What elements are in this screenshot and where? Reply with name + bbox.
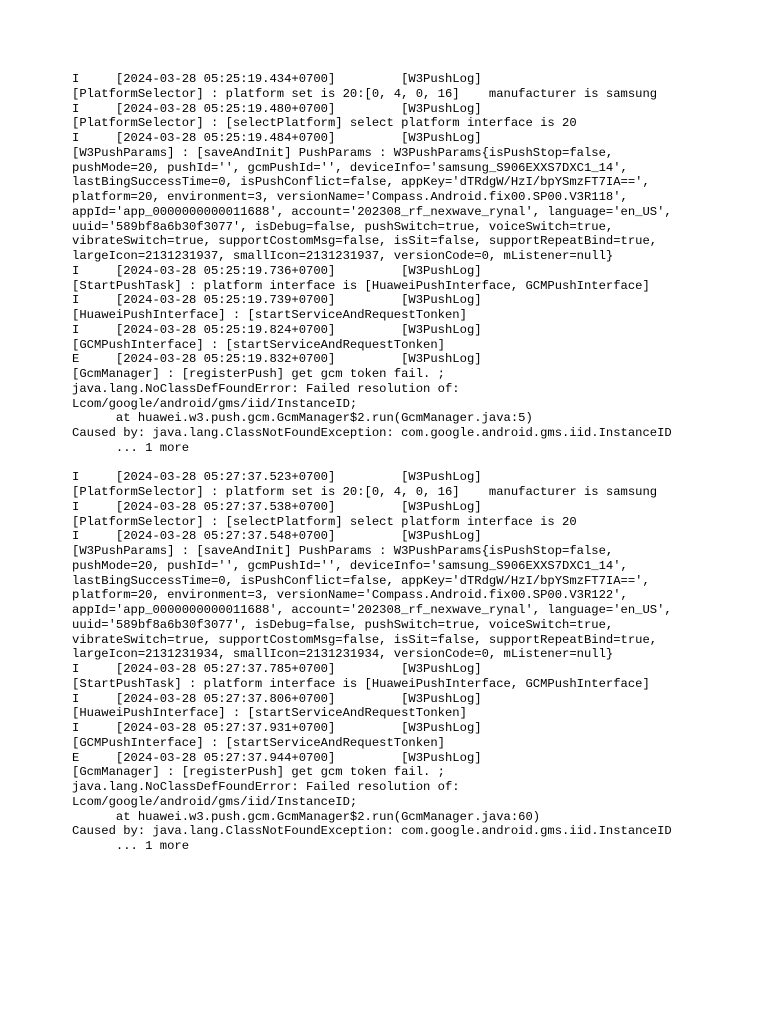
- log-document: [72, 72, 712, 854]
- log-block: I [2024-03-28 05:25:19.434+0700] [W3PushLog] [PlatformSelector] : platform set is 20:[0, 4, 0, 16] manufacturer is samsung I [2024-03-28 05:25:19.480+0700] [W3PushLog] [PlatformSelector] : [selectPlatform] select platform interface is 20 I [2024-03-28 05:25:19.484+0700] [W3PushLog] [W3PushParams] : [saveAndInit] PushParams : W3PushParams{isPushStop=false, pushMode=20, pushId='', gcmPushId='', deviceInfo='samsung_S906EXXS7DXC1_14', lastBingSuccessTime=0, isPushConflict=false, appKey='dTRdgW/HzI/bpYSmzFT7IA==', platform=20, environment=3, versionName='Compass.Android.fix00.SP00.V3R118', appId='app_0000000000011688', account='202308_rf_nexwave_rynal', language='en_US', uuid='589bf8a6b30f3077', isDebug=false, pushSwitch=true, voiceSwitch=true, vibrateSwitch=true, supportCostomMsg=false, isSit=false, supportRepeatBind=true, largeIcon=2131231937, smallIcon=2131231937, versionCode=0, mListener=null} I [2024-03-28 05:25:19.736+0700] [W3PushLog] [StartPushTask] : platform interface is [HuaweiPushInterface, GCMPushInterface] I [2024-03-28 05:25:19.739+0700] [W3PushLog] [HuaweiPushInterface] : [startServiceAndRequestTonken] I [2024-03-28 05:25:19.824+0700] [W3PushLog] [GCMPushInterface] : [startServiceAndRequestTonken] E [2024-03-28 05:25:19.832+0700] [W3PushLog] [GcmManager] : [registerPush] get gcm token fail. ; java.lang.NoClassDefFoundError: Failed resolution of: Lcom/google/android/gms/iid/InstanceID; at huawei.w3.push.gcm.GcmManager$2.run(GcmManager.java:5) Caused by: java.lang.ClassNotFoundException: com.google.android.gms.iid.InstanceID ... 1 more: [72, 72, 672, 455]
- log-block: I [2024-03-28 05:27:37.523+0700] [W3PushLog] [PlatformSelector] : platform set is 20:[0, 4, 0, 16] manufacturer is samsung I [2024-03-28 05:27:37.538+0700] [W3PushLog] [PlatformSelector] : [selectPlatform] select platform interface is 20 I [2024-03-28 05:27:37.548+0700] [W3PushLog] [W3PushParams] : [saveAndInit] PushParams : W3PushParams{isPushStop=false, pushMode=20, pushId='', gcmPushId='', deviceInfo='samsung_S906EXXS7DXC1_14', lastBingSuccessTime=0, isPushConflict=false, appKey='dTRdgW/HzI/bpYSmzFT7IA==', platform=20, environment=3, versionName='Compass.Android.fix00.SP00.V3R122', appId='app_0000000000011688', account='202308_rf_nexwave_rynal', language='en_US', uuid='589bf8a6b30f3077', isDebug=false, pushSwitch=true, voiceSwitch=true, vibrateSwitch=true, supportCostomMsg=false, isSit=false, supportRepeatBind=true, largeIcon=2131231934, smallIcon=2131231934, versionCode=0, mListener=null} I [2024-03-28 05:27:37.785+0700] [W3PushLog] [StartPushTask] : platform interface is [HuaweiPushInterface, GCMPushInterface] I [2024-03-28 05:27:37.806+0700] [W3PushLog] [HuaweiPushInterface] : [startServiceAndRequestTonken] I [2024-03-28 05:27:37.931+0700] [W3PushLog] [GCMPushInterface] : [startServiceAndRequestTonken] E [2024-03-28 05:27:37.944+0700] [W3PushLog] [GcmManager] : [registerPush] get gcm token fail. ; java.lang.NoClassDefFoundError: Failed resolution of: Lcom/google/android/gms/iid/InstanceID; at huawei.w3.push.gcm.GcmManager$2.run(GcmManager.java:60) Caused by: java.lang.ClassNotFoundException: com.google.android.gms.iid.InstanceID ... 1 more: [72, 470, 672, 853]
